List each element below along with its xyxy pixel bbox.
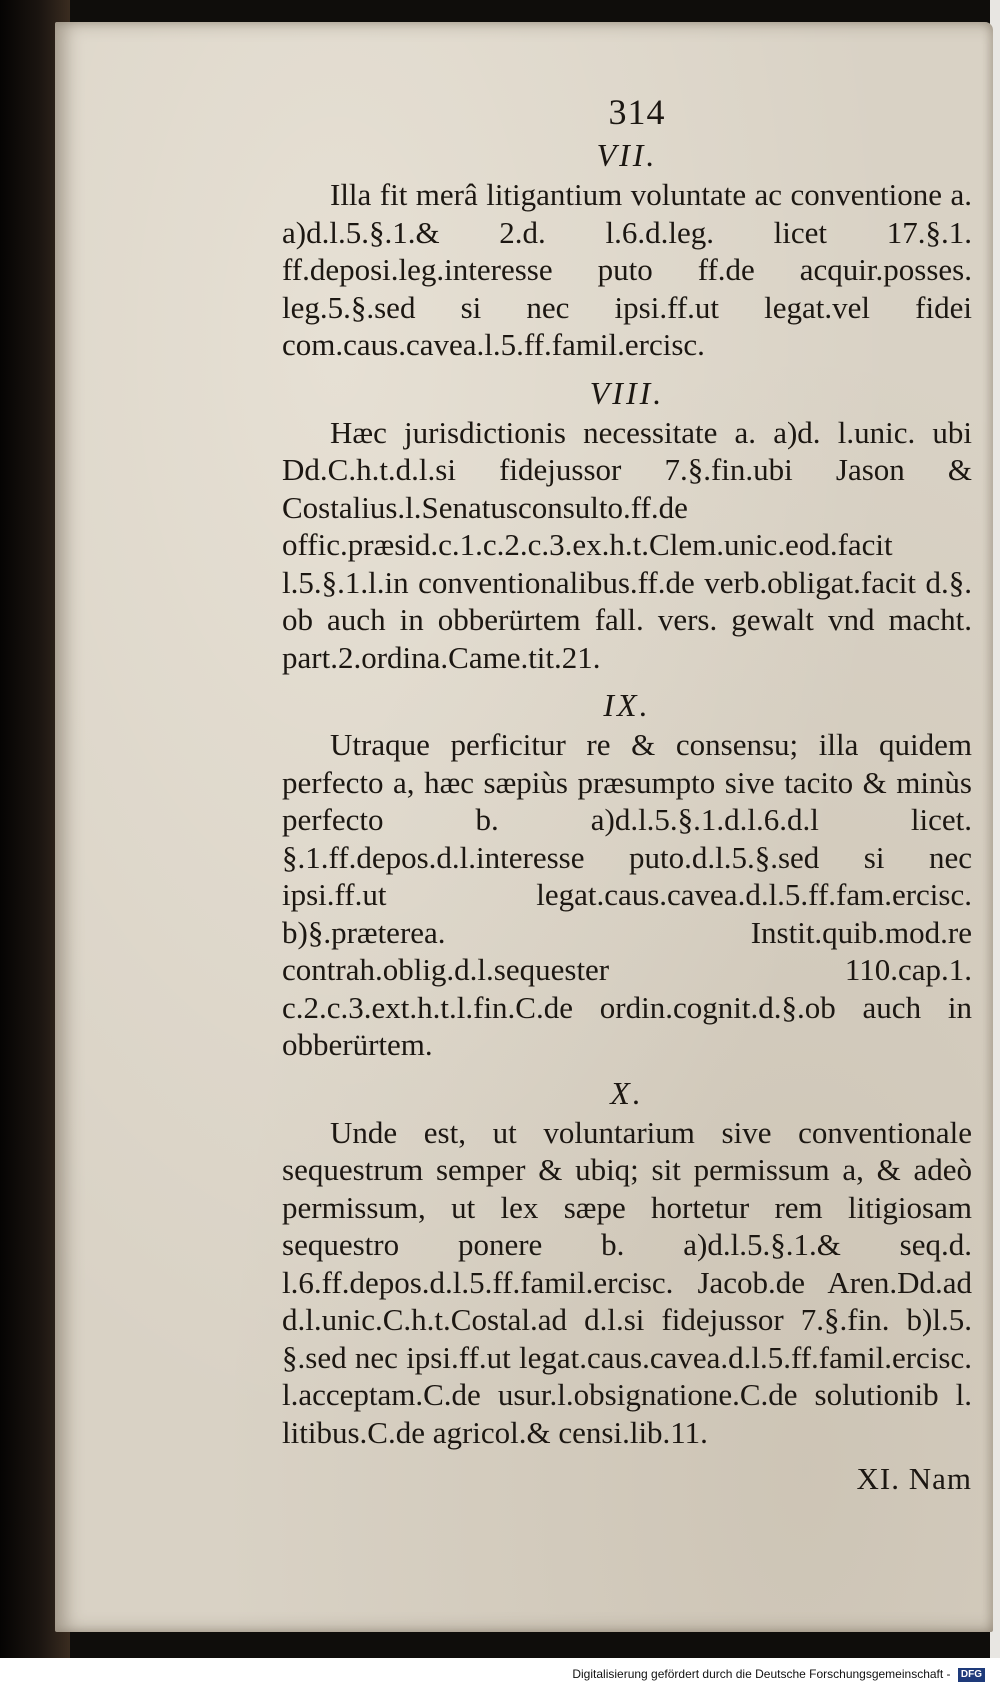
- section-heading-x: X.: [610, 1074, 644, 1111]
- page-number: 314: [608, 92, 666, 132]
- section-heading-viii: VIII.: [589, 374, 665, 411]
- section-heading-ix: IX.: [603, 687, 651, 723]
- section-text-x: Unde est, ut voluntarium sive conventionale sequestrum semper & ubiq; sit permissum a, & adeò permissum, ut lex sæpe hortetur rem litigiosam sequestro ponere b. a)d.l.5.§.1.& seq.d. l.6.ff.depos.d.l.5.ff.famil.ercisc. Jacob.de Aren.Dd.ad d.l.unic.C.h.t.Costal.ad d.l.si fidejussor 7.§.fin. b)l.5. §.sed nec ipsi.ff.ut legat.caus.cavea.d.l.5.ff.famil.ercisc. l.acceptam.C.de usur.l.obsignatione.C.de solutionib l. litibus.C.de agricol.& censi.lib.11.: [282, 1114, 972, 1450]
- section-heading-vii: VII.: [596, 137, 658, 173]
- footer-credit-text: Digitalisierung gefördert durch die Deutsche Forschungsgemeinschaft -: [572, 1667, 951, 1681]
- dfg-logo-badge: DFG: [958, 1668, 985, 1682]
- section-text-ix: Utraque perficitur re & consensu; illa quidem perfecto a, hæc sæpiùs præsumpto sive tacito & minùs perfecto b. a)d.l.5.§.1.d.l.6.d.l licet. §.1.ff.depos.d.l.interesse puto.d.l.5.§.sed si nec ipsi.ff.ut legat.caus.cavea.d.l.5.ff.fam.ercisc. b)§.præterea. Instit.quib.mod.re contrah.oblig.d.l.sequester 110.cap.1. c.2.c.3.ext.h.t.l.fin.C.de ordin.cognit.d.§.ob auch in obberürtem.: [282, 727, 972, 1062]
- digitization-footer: [0, 1663, 985, 1685]
- section-text-viii: Hæc jurisdictionis necessitate a. a)d. l.unic. ubi Dd.C.h.t.d.l.si fidejussor 7.§.fin.ubi Jason & Costalius.l.Senatusconsulto.ff.de offic.præsid.c.1.c.2.c.3.ex.h.t.Clem.unic.eod.facit l.5.§.1.l.in conventionalibus.ff.de verb.obligat.facit d.§. ob auch in obberürtem fall. vers. gewalt vnd macht. part.2.ordina.Came.tit.21.: [282, 414, 972, 675]
- page-text-block: [282, 90, 972, 1499]
- catchword: XI. Nam: [856, 1461, 972, 1496]
- section-text-vii: Illa fit merâ litigantium voluntate ac conventione a. a)d.l.5.§.1.& 2.d. l.6.d.leg. licet 17.§.1. ff.deposi.leg.interesse puto ff.de acquir.posses. leg.5.§.sed si nec ipsi.ff.ut legat.vel fidei com.caus.cavea.l.5.ff.famil.ercisc.: [282, 177, 972, 362]
